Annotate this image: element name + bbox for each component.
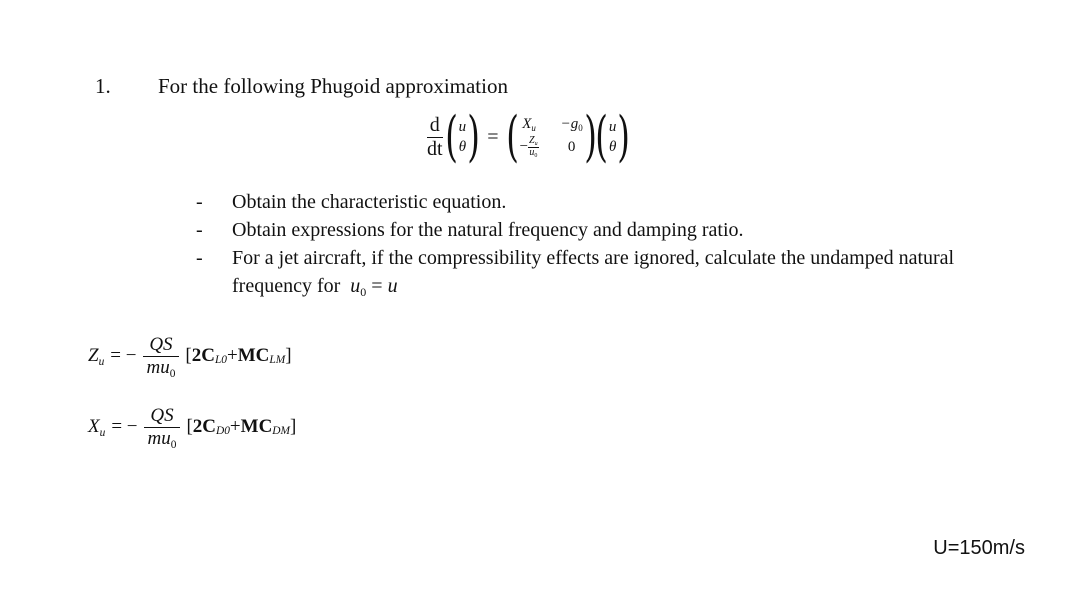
derivative-d: d (427, 115, 443, 138)
xu-formula: $X_u$ = − $\frac{QS}{mu_0}$ [ 2C D0 + MC DM ] (88, 405, 297, 451)
zu-formula: $Z_u$ = − $\frac{QS}{mu_0}$ [ 2C L0 + MC LM ] (88, 334, 292, 380)
equals-sign: = (487, 125, 499, 148)
question-prompt: For the following Phugoid approximation (158, 74, 508, 98)
list-item: - Obtain expressions for the natural frequency and damping ratio. (196, 219, 744, 241)
phugoid-matrix-equation (424, 105, 631, 168)
matrix-cell-21: − $\frac{Z_u}{u_0}$ (519, 135, 538, 159)
velocity-note: U=150m/s (933, 537, 1025, 559)
left-paren: ( (444, 105, 458, 168)
vector-u: u (458, 118, 467, 135)
derivative-dt: dt (427, 137, 443, 160)
question-number: 1. (95, 74, 111, 98)
left-paren: ( (505, 105, 519, 168)
vector-theta: θ (458, 139, 467, 155)
matrix-cell-11: $X_u$ (522, 116, 536, 134)
list-item: - Obtain the characteristic equation. (196, 191, 507, 213)
matrix-cell-12: $-g_0$ (560, 116, 583, 134)
vector-theta: θ (608, 139, 617, 155)
task-list (196, 188, 972, 302)
matrix-cell-22: 0 (567, 138, 576, 155)
right-paren: ) (583, 105, 597, 168)
derivative-operator (424, 115, 446, 160)
list-item: - For a jet aircraft, if the compressibility effects are ignored, calculate the undamped natural frequency for $u_0 = u$ (196, 247, 955, 300)
left-paren: ( (595, 105, 608, 168)
right-paren: ) (467, 105, 481, 168)
vector-u: u (608, 118, 617, 135)
system-matrix (518, 116, 585, 158)
right-paren: ) (617, 105, 631, 168)
